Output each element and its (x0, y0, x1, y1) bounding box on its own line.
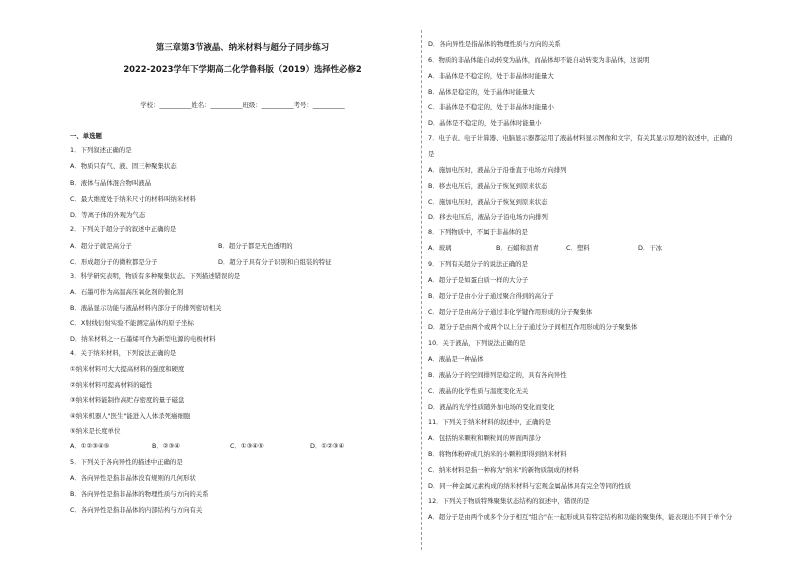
option-line: D．超分子是由两个或两个以上分子通过分子间相互作用形成的分子聚集体 (428, 323, 638, 331)
option-b: B．②③④ (152, 442, 180, 450)
statement-line: ①纳米材料可大大提高材料的强度和硬度 (70, 365, 185, 373)
question-line: 6．物质的非晶体能自动转变为晶体，而晶体却不能自动转变为非晶体，这说明 (428, 56, 650, 64)
option-line: A．物质只有气、液、固三种聚集状态 (70, 162, 177, 170)
option-line: C．施加电压时，液晶分子恢复到原来状态 (428, 198, 548, 206)
option-line: B．晶体是稳定的，处于晶体时能量大 (428, 88, 535, 96)
option-c: C．形成超分子的微粒都是分子 (70, 258, 158, 266)
question-line: 8．下列物质中，不属于非晶体的是 (428, 228, 528, 236)
student-info-line: 学校：__________姓名：__________班级：__________考号：__________ (140, 101, 345, 109)
option-line: A．各向异性是指非晶体没有规则的几何形状 (70, 474, 196, 482)
option-b: B．超分子都是无色透明的 (218, 242, 293, 250)
option-a: A．玻璃 (428, 244, 452, 252)
option-line: A．施加电压时，液晶分子沿垂直于电场方向排列 (428, 166, 567, 174)
option-line: B．超分子是由小分子通过聚合得到的高分子 (428, 292, 554, 300)
option-line: C．最大维度处于纳米尺寸的材料叫纳米材料 (70, 195, 196, 203)
option-line: B．液体与晶体混合物叫液晶 (70, 179, 152, 187)
option-line: D．晶体是不稳定的，处于晶体时能量小 (428, 119, 542, 127)
option-d: D．①②③④ (310, 442, 345, 450)
option-line: B．液晶显示功能与液晶材料内部分子的排列密切相关 (70, 304, 222, 312)
question-line: 10．关于液晶，下列说法正确的是 (428, 339, 526, 347)
page-subtitle: 2022-2023学年下学期高二化学鲁科版（2019）选择性必修2 (123, 64, 362, 74)
option-line: A．超分子是如蛋白质一样的大分子 (428, 276, 529, 284)
option-line: C．液晶的化学性质与温度变化无关 (428, 387, 529, 395)
option-line: B．将物体粉碎成几纳米的小颗粒即得到纳米材料 (428, 450, 567, 458)
option-d: D．干冰 (638, 244, 663, 252)
page-title: 第三章第3节液晶、纳米材料与超分子同步练习 (155, 42, 330, 52)
option-line: C．非晶体是不稳定的，处于非晶体时能量小 (428, 103, 554, 111)
option-line: D．纳米材料之一石墨烯可作为新型电源的电极材料 (70, 335, 216, 343)
option-line: D．液晶的光学性质随外加电场的变化而变化 (428, 403, 555, 411)
option-line: B．移去电压后，液晶分子恢复到原来状态 (428, 182, 548, 190)
option-c: C．①③④⑤ (230, 442, 264, 450)
option-line: B．各向异性是指非晶体的物理性质与方向的关系 (70, 490, 209, 498)
question-line: 1．下列叙述正确的是 (70, 146, 132, 154)
section-heading: 一、单选题 (70, 132, 102, 140)
question-line: 7．电子表、电子计算器、电脑显示器都运用了液晶材料显示图像和文字，有关其显示原理的叙述中，正确的 (428, 134, 733, 142)
option-c: C．塑料 (566, 244, 590, 252)
question-line-continued: 是 (428, 150, 435, 158)
question-line: 11．下列关于纳米材料的叙述中，正确的是 (428, 418, 552, 426)
option-line: C．超分子是由高分子通过非化学键作用形成的分子聚集体 (428, 308, 593, 316)
question-line: 5．下列关于各向异性的描述中正确的是 (70, 458, 183, 466)
option-line: D．等离子体的外观为气态 (70, 211, 146, 219)
question-line: 12．下列关于物质特殊聚集状态结构的叙述中，错误的是 (428, 497, 590, 505)
option-line: A．包括纳米颗粒和颗粒间的界面两部分 (428, 434, 542, 442)
option-line: A．液晶是一种晶体 (428, 355, 484, 363)
option-d: D．超分子具有分子识别和自组装的特征 (218, 258, 332, 266)
question-line: 2．下列关于超分子的叙述中正确的是 (70, 225, 177, 233)
statement-line: ②纳米材料可提高材料的磁性 (70, 381, 153, 389)
question-line: 4．关于纳米材料，下列说法正确的是 (70, 349, 177, 357)
statement-line: ⑤纳米是长度单位 (70, 427, 121, 435)
option-line: D．各向异性是指晶体的物理性质与方向的关系 (428, 40, 561, 48)
option-line: C．X射线衍射实验不能测定晶体的原子坐标 (70, 319, 194, 327)
statement-line: ④纳米机器人"医生"能进入人体杀死癌细胞 (70, 412, 191, 420)
option-line: A．非晶体是不稳定的，处于非晶体时能量大 (428, 72, 554, 80)
option-b: B．石蜡和沥青 (496, 244, 539, 252)
option-line: A．石墨可作为高温高压氧化剂的催化剂 (70, 288, 184, 296)
column-divider (421, 30, 422, 550)
option-line: C．各向异性是指非晶体的内部结构与方向有关 (70, 506, 203, 514)
option-line: A．超分子是由两个或多个分子相互"组合"在一起形成具有特定结构和功能的聚集体，能表现出不同于单个分 (428, 513, 733, 521)
statement-line: ③纳米材料能制作高贮存密度的量子磁盘 (70, 396, 185, 404)
option-a: A．超分子就是高分子 (70, 242, 132, 250)
question-line: 9．下列有关超分子的说法正确的是 (428, 260, 528, 268)
question-line: 3．科学研究表明，物质有多种聚集状态。下列描述错误的是 (70, 272, 241, 280)
option-line: B．液晶分子的空间排列是稳定的，具有各向异性 (428, 371, 567, 379)
option-line: C．纳米材料是指一种称为"纳米"的新物质制成的材料 (428, 466, 579, 474)
option-line: D．移去电压后，液晶分子沿电场方向排列 (428, 213, 548, 221)
option-a: A．①②③④⑤ (70, 442, 110, 450)
option-line: D．同一种金属元素构成的纳米材料与宏观金属晶体具有完全等同的性质 (428, 482, 632, 490)
